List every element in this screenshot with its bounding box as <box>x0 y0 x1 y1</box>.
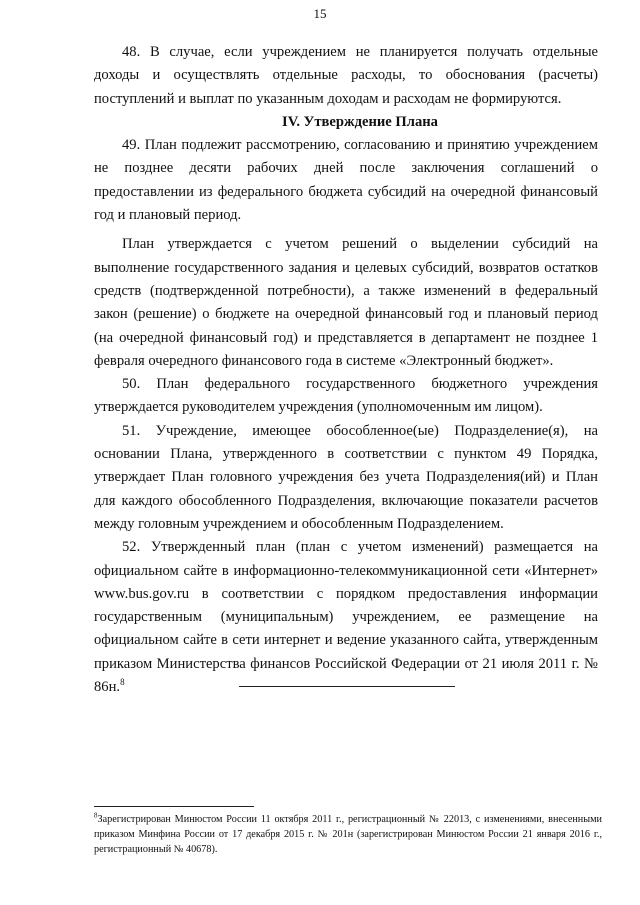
section-heading: IV. Утверждение Плана <box>282 113 438 130</box>
footnote-mark: 8 <box>94 811 98 820</box>
footnote-reference[interactable]: 8 <box>120 677 125 688</box>
footnote-text: Зарегистрирован Минюстом России 11 октября 2011 г., регистрационный № 22013, с изменениями, внесенными приказом Минфина России от 17 декабря 2015 г. № 201н (зарегистрирован Минюстом России 21 января 2016 г., регистрационный № 40678). <box>94 814 602 855</box>
page-number: 15 <box>313 6 327 21</box>
paragraph-49: 49. План подлежит рассмотрению, согласованию и принятию учреждением не позднее десяти рабочих дней после заключения соглашений о предоставлении из федерального бюджета субсидий на очередной финансовый год и плановый период. <box>94 137 598 224</box>
section-divider <box>239 686 455 687</box>
footnote-separator <box>94 806 254 807</box>
paragraph-50: 50. План федерального государственного бюджетного учреждения утверждается руководителем учреждения (уполномоченным им лицом). <box>94 376 598 416</box>
paragraph-49-continued: План утверждается с учетом решений о выделении субсидий на выполнение государственного задания и целевых субсидий, возвратов остатков средств (подтвержденной потребности), а также изменений в федеральный закон (решение) о бюджете на очередной финансовый год и плановый период (на очередной финансовый год) и представляется в департамент не позднее 1 февраля очередного финансового года в системе «Электронный бюджет». <box>94 236 598 369</box>
paragraph-48: 48. В случае, если учреждением не планируется получать отдельные доходы и осуществлять отдельные расходы, то обоснования (расчеты) поступлений и выплат по указанным доходам и расходам не формируются. <box>94 44 598 107</box>
document-body <box>94 41 598 699</box>
footnote <box>94 812 602 857</box>
paragraph-52-text: 52. Утвержденный план (план с учетом изменений) размещается на официальном сайте в информационно-телекоммуникационной сети «Интернет» www.bus.gov.ru в соответствии с порядком предоставления информации государственным (муниципальным) учреждением, ее размещение на официальном сайте в сети интернет и ведение указанного сайта, утвержденным приказом Министерства финансов Российской Федерации от 21 июля 2011 г. № 86н. <box>94 539 598 696</box>
paragraph-51: 51. Учреждение, имеющее обособленное(ые) Подразделение(я), на основании Плана, утвержденного в соответствии с пунктом 49 Порядка, утверждает План головного учреждения без учета Подразделения(ий) и План для каждого обособленного Подразделения, включающие показатели расчетов между головным учреждением и обособленным Подразделением. <box>94 422 598 532</box>
paragraph-52 <box>94 536 598 699</box>
